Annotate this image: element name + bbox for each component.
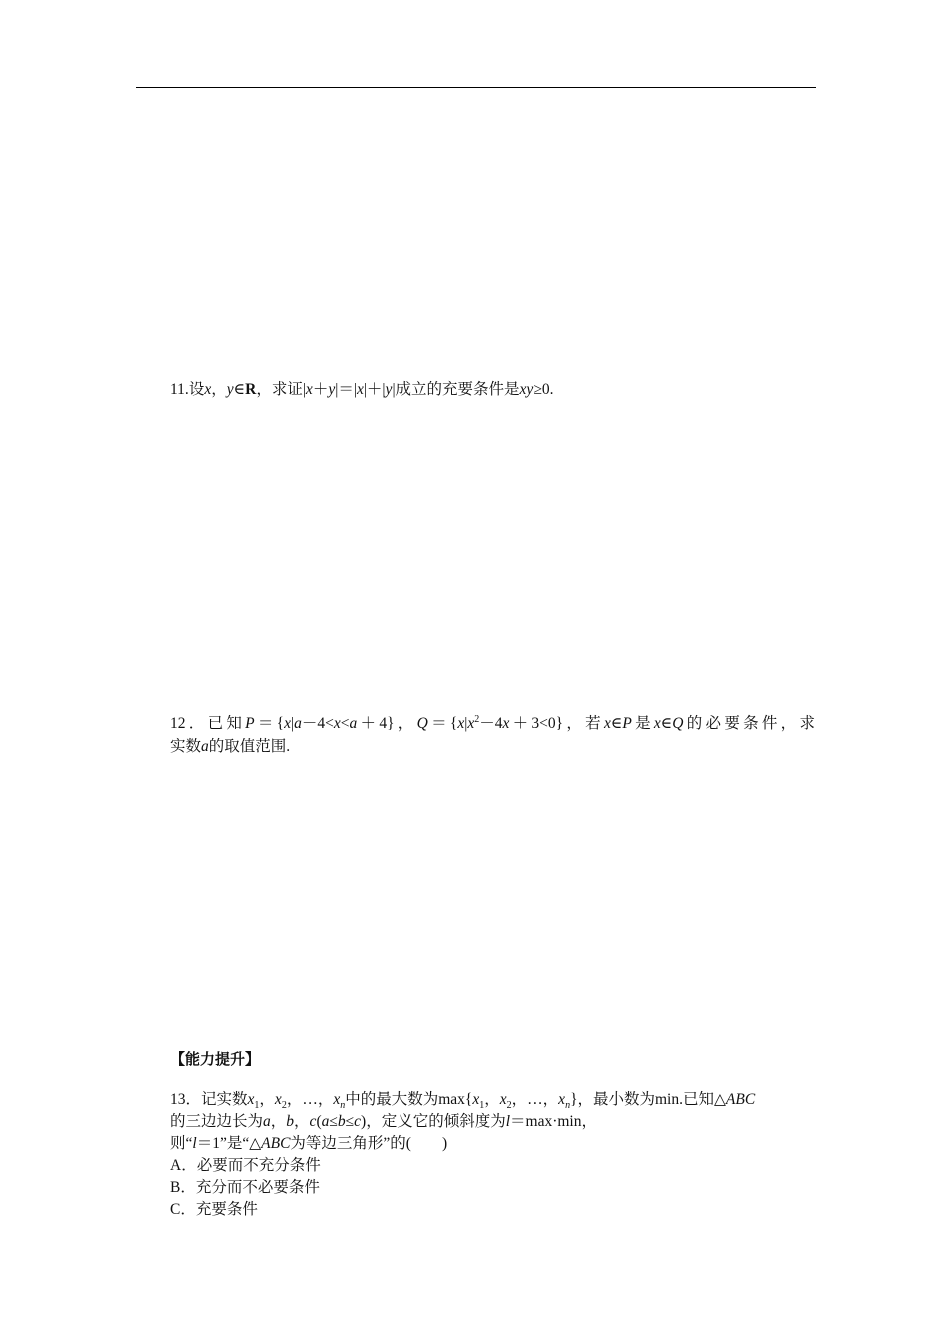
question-13-line-2: 的三边边长为a，b，c(a≤b≤c)，定义它的倾斜度为l＝max·min， [170,1113,597,1130]
header-rule [136,87,816,88]
question-11: 11.设x，y∈R，求证|x＋y|＝|x|＋|y|成立的充要条件是xy≥0. [170,381,554,398]
option-a: A．必要而不充分条件 [170,1157,321,1174]
question-13-line-3: 则“l＝1”是“△ABC为等边三角形”的( ) [170,1135,448,1152]
option-c: C．充要条件 [170,1201,258,1218]
question-12-line-2: 实数a的取值范围. [170,738,291,755]
option-b: B．充分而不必要条件 [170,1179,320,1196]
question-13-line-1: 13．记实数$x_1$，$x_2$，…，$x_n$中的最大数为$\max\{x_1$，$x_2$，…，$x_n$}，最小数为min.已知△ABC [170,1091,756,1112]
section-heading: 【能力提升】 [170,1050,261,1068]
question-12-line-1: 12．已知P＝{x|a－4<x<a＋4}，$Q=\{x|x^2-4x+3<0\}$，若x∈P是x∈Q的必要条件，求 [170,713,815,732]
